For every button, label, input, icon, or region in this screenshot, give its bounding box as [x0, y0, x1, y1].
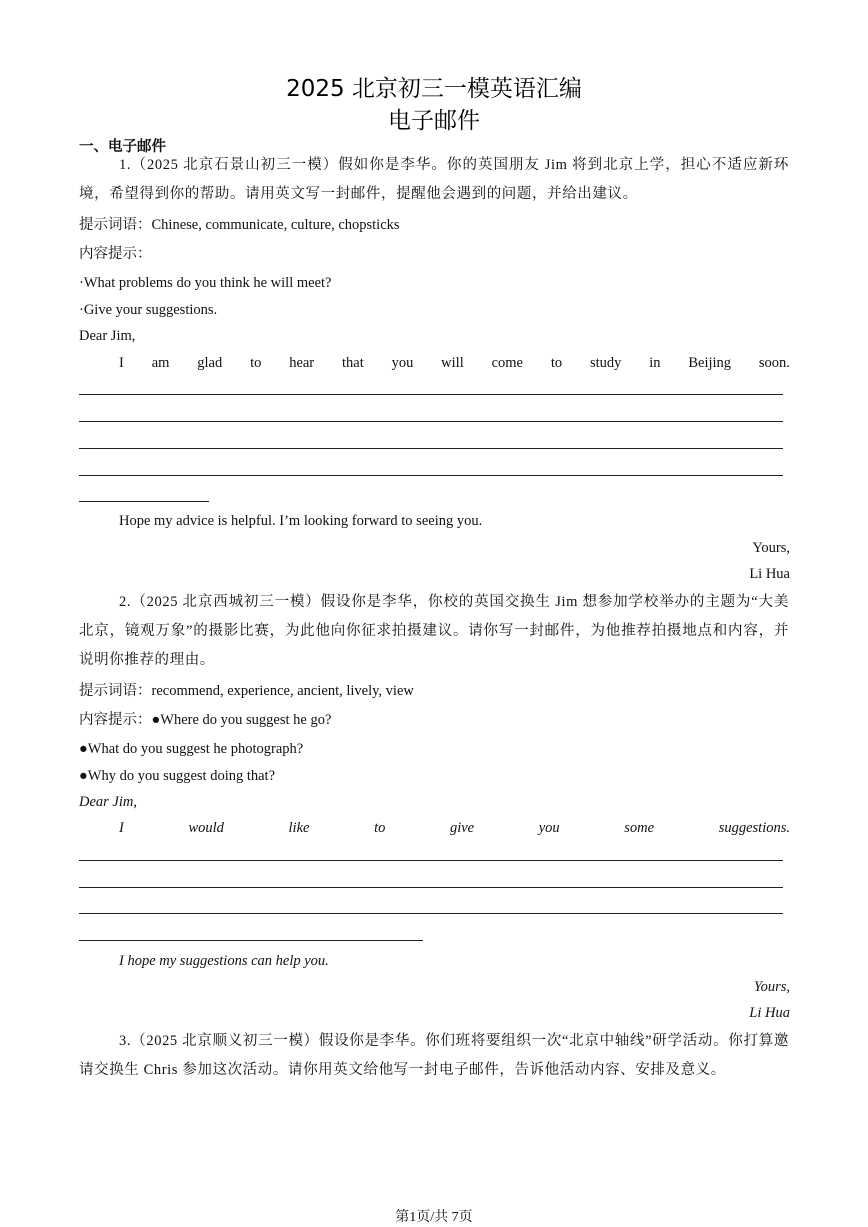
q1-bullet-problems: ·What problems do you think he will meet? — [79, 275, 332, 291]
word: soon. — [758, 355, 790, 371]
word: would — [188, 820, 224, 836]
word: to — [374, 820, 386, 836]
q1-signature: Li Hua — [749, 566, 790, 582]
q2-closing: I hope my suggestions can help you. — [119, 953, 329, 969]
word: you — [391, 355, 414, 371]
word: like — [288, 820, 310, 836]
word: come — [491, 355, 523, 371]
answer-line-short[interactable] — [79, 501, 209, 502]
document-title: 2025 北京初三一模英语汇编 — [286, 76, 582, 102]
q2-signoff: Yours, — [753, 979, 790, 995]
q2-greeting: Dear Jim, — [79, 794, 137, 810]
word: give — [449, 820, 475, 836]
document-subtitle: 电子邮件 — [388, 108, 480, 134]
q1-hint-words: 提示词语：Chinese, communicate, culture, chopsticks — [79, 217, 400, 233]
q1-signoff: Yours, — [752, 540, 790, 556]
q2-opening-sentence — [119, 818, 790, 838]
q2-hint-words: 提示词语：recommend, experience, ancient, lively, view — [79, 683, 414, 699]
q1-bullet-suggestions: ·Give your suggestions. — [79, 302, 218, 318]
q1-prompt: 1.（2025 北京石景山初三一模）假如你是李华。你的英国朋友 Jim 将到北京上学，担心不适应新环境，希望得到你的帮助。请用英文写一封邮件，提醒他会遇到的问题，并给出建议。 — [79, 157, 789, 202]
word: study — [589, 355, 622, 371]
q1-content-label: 内容提示： — [79, 246, 152, 262]
q1-greeting: Dear Jim, — [79, 328, 136, 344]
word: suggestions. — [718, 820, 790, 836]
word: am — [151, 355, 170, 371]
q1-opening-sentence — [119, 353, 790, 373]
section-heading: 一、电子邮件 — [79, 139, 166, 155]
word: to — [250, 355, 262, 371]
word: in — [649, 355, 661, 371]
page-number: 第1页/共 7页 — [395, 1210, 473, 1225]
q2-bullet-reason: ●Why do you suggest doing that? — [79, 768, 276, 784]
word: Beijing — [688, 355, 732, 371]
word: I — [119, 820, 124, 836]
answer-line[interactable] — [79, 394, 783, 395]
q2-bullet-photograph: ●What do you suggest he photograph? — [79, 741, 304, 757]
word: glad — [197, 355, 223, 371]
q2-signature: Li Hua — [749, 1005, 790, 1021]
answer-line[interactable] — [79, 448, 783, 449]
q1-closing: Hope my advice is helpful. I’m looking forward to seeing you. — [119, 513, 483, 529]
word: I — [119, 355, 124, 371]
word: will — [441, 355, 464, 371]
answer-line[interactable] — [79, 860, 783, 861]
word: you — [538, 820, 560, 836]
answer-line[interactable] — [79, 421, 783, 422]
answer-line[interactable] — [79, 475, 783, 476]
q2-content-line: 内容提示：●Where do you suggest he go? — [79, 712, 332, 728]
word: some — [624, 820, 655, 836]
answer-line[interactable] — [79, 887, 783, 888]
q2-prompt: 2.（2025 北京西城初三一模）假设你是李华，你校的英国交换生 Jim 想参加学校举办的主题为“大美北京，镜观万象”的摄影比赛，为此他向你征求拍摄建议。请你写一封邮件，为他推荐拍摄地点和内容，并说明你推荐的理由。 — [79, 594, 789, 668]
answer-line-short[interactable] — [79, 940, 423, 941]
q3-prompt: 3.（2025 北京顺义初三一模）假设你是李华。你们班将要组织一次“北京中轴线”研学活动。你打算邀请交换生 Chris 参加这次活动。请你用英文给他写一封电子邮件，告诉他活动内容、安排及意义。 — [79, 1033, 789, 1078]
word: to — [550, 355, 563, 371]
answer-line[interactable] — [79, 913, 783, 914]
word: that — [341, 355, 364, 371]
word: hear — [289, 355, 315, 371]
